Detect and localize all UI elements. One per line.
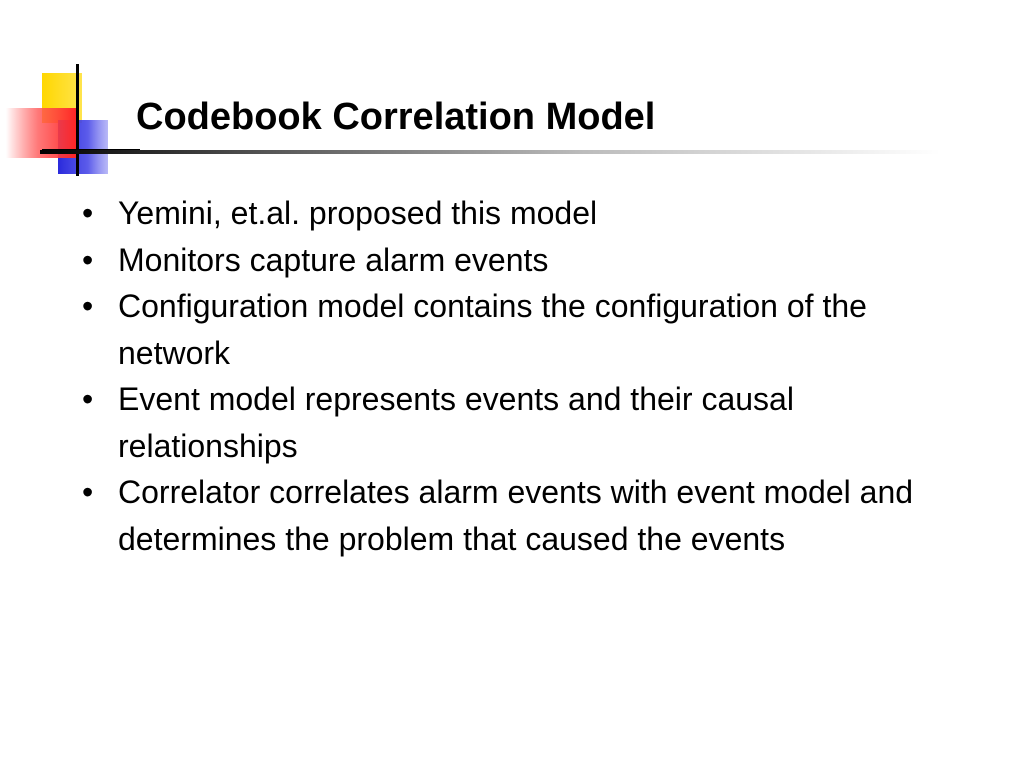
bullet-icon: • (82, 288, 94, 324)
bullet-text: Monitors capture alarm events (118, 241, 549, 278)
bullet-list (80, 190, 980, 562)
title-underline (40, 150, 940, 154)
bullet-text: Configuration model contains the configuration of the network (118, 288, 867, 371)
bullet-icon: • (82, 474, 94, 510)
bullet-item (80, 283, 980, 376)
bullet-text: Correlator correlates alarm events with event model and determines the problem that caused the events (118, 474, 914, 557)
bullet-item (80, 237, 980, 284)
bullet-icon: • (82, 195, 94, 231)
corner-logo-icon (0, 60, 140, 180)
bullet-icon: • (82, 241, 94, 278)
bullet-item (80, 376, 980, 469)
slide-title: Codebook Correlation Model (136, 96, 656, 138)
logo-vertical-line (76, 64, 79, 176)
bullet-text: Yemini, et.al. proposed this model (118, 195, 598, 231)
bullet-text: Event model represents events and their causal relationships (118, 381, 794, 464)
bullet-icon: • (82, 381, 94, 417)
bullet-item (80, 469, 980, 562)
bullet-item (80, 190, 980, 237)
